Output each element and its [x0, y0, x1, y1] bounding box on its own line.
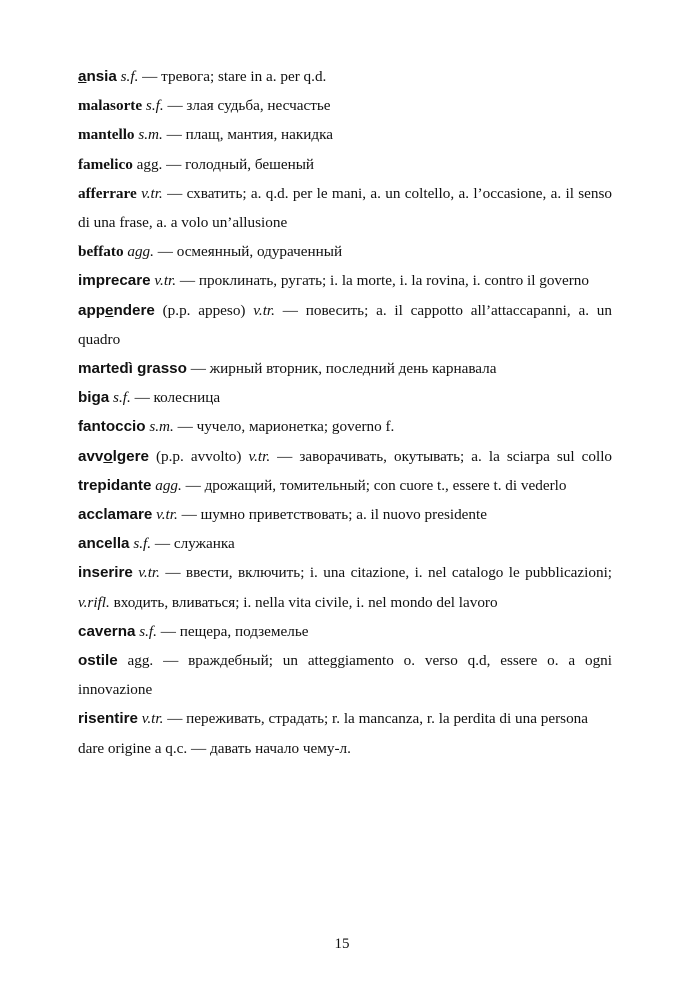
glossary-entry: imprecare v.tr. — проклинать, ругать; i. la morte, i. la rovina, i. contro il governo [78, 272, 589, 290]
glossary-entry: inserire v.tr. — ввести, включить; i. una citazione, i. nel catalogo le pubblicazioni; v.rifl. входить, вливаться; i. nella vita civile, i. nel mondo del lavoro [78, 564, 613, 611]
glossary-entry: afferrare v.tr. — схватить; a. q.d. per le mani, a. un coltello, a. l’occasione, a. il senso di una frase, a. a volo un’allusione [78, 184, 613, 232]
page-number: 15 [334, 936, 350, 952]
glossary-entry: caverna s.f. — пещера, подземелье [78, 622, 309, 640]
glossary-entry: ancella s.f. — служанка [78, 535, 235, 553]
glossary-entry: appendere (p.p. appeso) v.tr. — повесить; a. il cappotto all’attaccapanni, a. un quadro [78, 301, 612, 348]
glossary-entry: ostile agg. — враждебный; un atteggiamento o. verso q.d, essere o. a ogni innovazione [78, 652, 612, 699]
glossary-entry: mantello s.m. — плащ, мантия, накидка [78, 126, 334, 144]
glossary-entry: biga s.f. — колесница [78, 389, 221, 407]
glossary-entry: risentire v.tr. — переживать, страдать; r. la mancanza, r. la perdita di una persona [78, 710, 588, 728]
glossary-entry: martedì grasso — жирный вторник, последний день карнавала [78, 360, 497, 378]
glossary-entry: ansia s.f. — тревога; stare in a. per q.d. [78, 68, 327, 85]
glossary-entry: dare origine a q.c. — давать начало чему-л. [78, 739, 351, 757]
glossary-entry: fantoccio s.m. — чучело, марионетка; governo f. [78, 418, 395, 436]
glossary-entry: malasorte s.f. — злая судьба, несчастье [78, 97, 331, 115]
glossary-entry: famelico agg. — голодный, бешеный [78, 155, 315, 173]
glossary-entry: avvolgere (p.p. avvolto) v.tr. — заворачивать, окутывать; a. la sciarpa sul collo trepidante agg. — дрожащий, томительный; con cuore t., essere t. di vederlo [78, 447, 613, 494]
glossary-entry: acclamare v.tr. — шумно приветствовать; a. il nuovo presidente [78, 506, 487, 524]
glossary-entry: beffato agg. — осмеянный, одураченный [78, 243, 343, 261]
glossary-list [78, 62, 612, 763]
